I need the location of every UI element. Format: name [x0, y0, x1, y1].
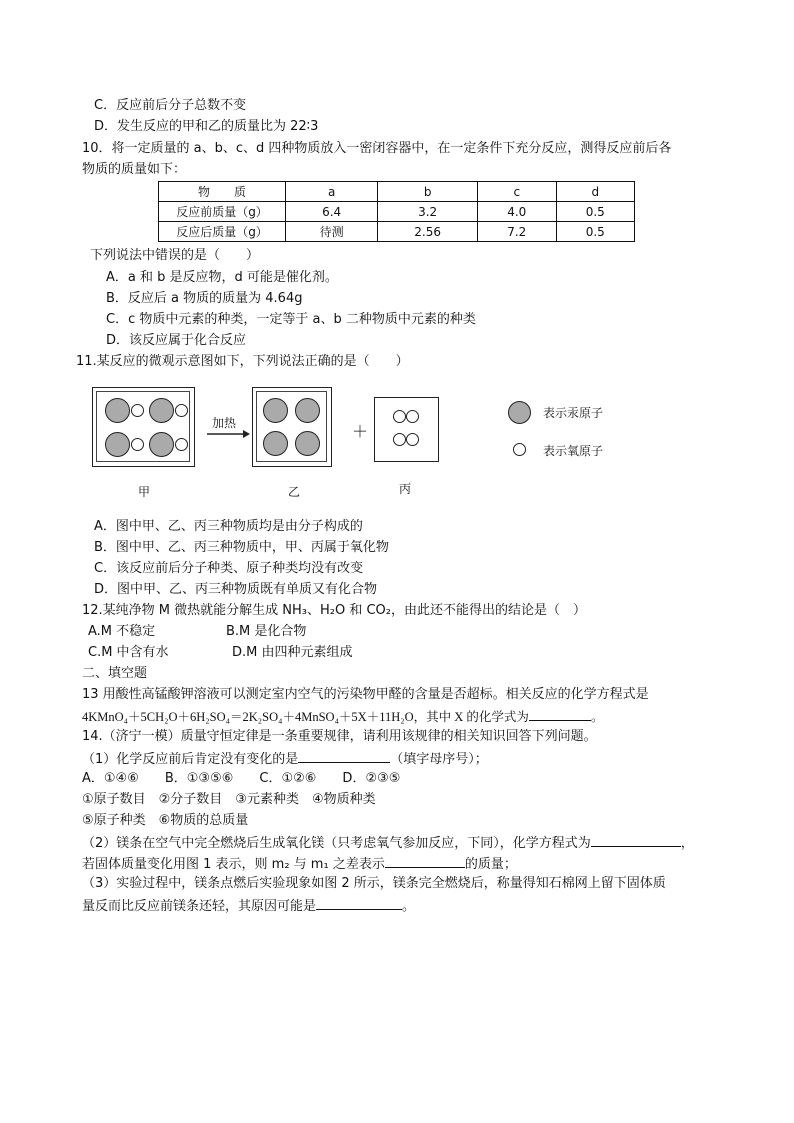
table-header-cell: b: [378, 182, 478, 202]
q10-ask: 下列说法中错误的是（ ）: [90, 248, 260, 263]
caption-bing: 丙: [399, 482, 412, 496]
table-header-cell: d: [556, 182, 635, 202]
arrow-label-heating: 加热: [212, 416, 237, 430]
oxygen-atom: [131, 404, 144, 417]
mercury-atom: [149, 432, 174, 457]
answer-blank[interactable]: [298, 748, 390, 763]
q10-option-c: C．c 物质中元素的种类，一定等于 a、b 二种物质中元素的种类: [106, 312, 476, 327]
q12-option-d: D.M 由四种元素组成: [232, 645, 353, 660]
q11-option-b: B．图中甲、乙、丙三种物质中，甲、丙属于氧化物: [94, 540, 389, 555]
table-header-cell: 物 质: [159, 182, 286, 202]
mercury-atom: [295, 431, 320, 456]
q13-line2: [82, 706, 603, 727]
q10-option-d: D．该反应属于化合反应: [106, 333, 247, 348]
q12-option-b: B.M 是化合物: [226, 624, 307, 639]
q14-items-line1: ①原子数目 ②分子数目 ③元素种类 ④物质种类: [82, 792, 376, 807]
q14-choices: A．①④⑥ B．①③⑤⑥ C．①②⑥ D．②③⑤: [82, 771, 401, 786]
legend-mercury-icon: [508, 401, 531, 424]
q11-option-c: C．该反应前后分子种类、原子种类均没有改变: [94, 561, 364, 576]
table-row: [159, 202, 635, 222]
q14-part1-text: （1）化学反应前后肯定没有变化的是: [82, 752, 299, 767]
q14-part2b-end: 的质量；: [464, 857, 517, 872]
mercury-atom: [149, 398, 174, 423]
table-cell: 6.4: [286, 202, 378, 222]
legend-oxygen-label: 表示氧原子: [543, 444, 604, 458]
q14-part2-text: （2）镁条在空气中完全燃烧后生成氧化镁（只考虑氧气参加反应，下同），化学方程式为: [82, 836, 591, 851]
caption-yi: 乙: [288, 485, 301, 499]
answer-blank[interactable]: [316, 895, 402, 910]
mercury-atom: [295, 398, 320, 423]
table-cell: 待测: [286, 222, 378, 242]
table-cell: 7.2: [478, 222, 556, 242]
answer-blank[interactable]: [591, 832, 681, 847]
q14-part3-line1: （3）实验过程中，镁条点燃后实验现象如图 2 所示，镁条完全燃烧后，称量得知石棉网上留下固体质: [82, 876, 666, 891]
q12-stem: 12.某纯净物 M 微热就能分解生成 NH₃、H₂O 和 CO₂，由此还不能得出的结论是（ ）: [82, 603, 587, 618]
reaction-arrow-icon: [205, 429, 251, 439]
table-cell: 4.0: [478, 202, 556, 222]
box-yi: [252, 387, 332, 467]
answer-blank[interactable]: [529, 706, 591, 721]
q10-mass-table: [158, 181, 635, 242]
q14-part2b-text: 若固体质量变化用图 1 表示，则 m₂ 与 m₁ 之差表示: [82, 857, 385, 872]
q9-option-c: C．反应前后分子总数不变: [94, 98, 247, 113]
mercury-atom: [105, 432, 130, 457]
q11-stem: 11.某反应的微观示意图如下，下列说法正确的是（ ）: [76, 354, 409, 369]
q12-option-a: A.M 不稳定: [88, 624, 156, 639]
oxygen-atom: [393, 433, 406, 446]
table-header-row: [159, 182, 635, 202]
caption-jia: 甲: [138, 485, 151, 499]
legend-oxygen-icon: [513, 443, 526, 456]
q10-stem-line2: 物质的质量如下：: [82, 162, 187, 177]
table-cell: 反应前质量（g）: [159, 202, 286, 222]
plus-sign: ＋: [352, 422, 369, 441]
table-cell: 0.5: [556, 202, 635, 222]
q14-part2-line1: [82, 832, 694, 854]
q9-option-d: D．发生反应的甲和乙的质量比为 22∶3: [94, 119, 319, 134]
legend-mercury-label: 表示汞原子: [543, 406, 604, 420]
mercury-atom: [105, 398, 130, 423]
table-header-cell: a: [286, 182, 378, 202]
q14-part1: [82, 748, 488, 770]
q14-part1-end: （填字母序号）；: [390, 752, 488, 767]
mercury-atom: [263, 398, 288, 423]
oxygen-atom: [175, 438, 188, 451]
q13-line2-end: 。: [590, 710, 604, 724]
table-cell: 0.5: [556, 222, 635, 242]
box-jia: [92, 387, 195, 467]
q10-option-a: A．a 和 b 是反应物，d 可能是催化剂。: [106, 270, 338, 285]
q14-stem: 14.（济宁一模）质量守恒定律是一条重要规律，请利用该规律的相关知识回答下列问题。: [82, 729, 597, 744]
table-row: [159, 222, 635, 242]
answer-blank[interactable]: [385, 853, 465, 868]
oxygen-atom: [175, 404, 188, 417]
q14-part3-end: 。: [402, 899, 416, 914]
q14-part2-end: ，: [680, 836, 694, 851]
oxygen-atom: [406, 410, 419, 423]
table-cell: 2.56: [378, 222, 478, 242]
table-cell: 3.2: [378, 202, 478, 222]
oxygen-atom: [393, 410, 406, 423]
q11-option-d: D．图中甲、乙、丙三种物质既有单质又有化合物: [94, 582, 378, 597]
q14-part2-line2: [82, 853, 517, 875]
box-bing: [374, 397, 439, 462]
mercury-atom: [263, 431, 288, 456]
q12-option-c: C.M 中含有水: [88, 645, 169, 660]
oxygen-atom: [406, 433, 419, 446]
q11-option-a: A．图中甲、乙、丙三种物质均是由分子构成的: [94, 519, 363, 534]
section-title: 二、填空题: [82, 666, 148, 681]
q13-line1: 13 用酸性高锰酸钾溶液可以测定室内空气的污染物甲醛的含量是否超标。相关反应的化学方程式是: [82, 687, 649, 702]
table-cell: 反应后质量（g）: [159, 222, 286, 242]
q14-part3-text: 量反而比反应前镁条还轻，其原因可能是: [82, 899, 317, 914]
oxygen-atom: [131, 438, 144, 451]
q13-equation: 4KMnO₄＋5CH₂O＋6H₂SO₄＝2K₂SO₄＋4MnSO₄＋5X＋11H₂O，其中 X 的化学式为: [82, 710, 529, 724]
q14-items-line2: ⑤原子种类 ⑥物质的总质量: [82, 813, 249, 828]
q10-stem-line1: 10．将一定质量的 a、b、c、d 四种物质放入一密闭容器中，在一定条件下充分反应，测得反应前后各: [82, 141, 672, 156]
q10-option-b: B．反应后 a 物质的质量为 4.64g: [106, 291, 303, 306]
q14-part3-line2: [82, 895, 415, 917]
table-header-cell: c: [478, 182, 556, 202]
